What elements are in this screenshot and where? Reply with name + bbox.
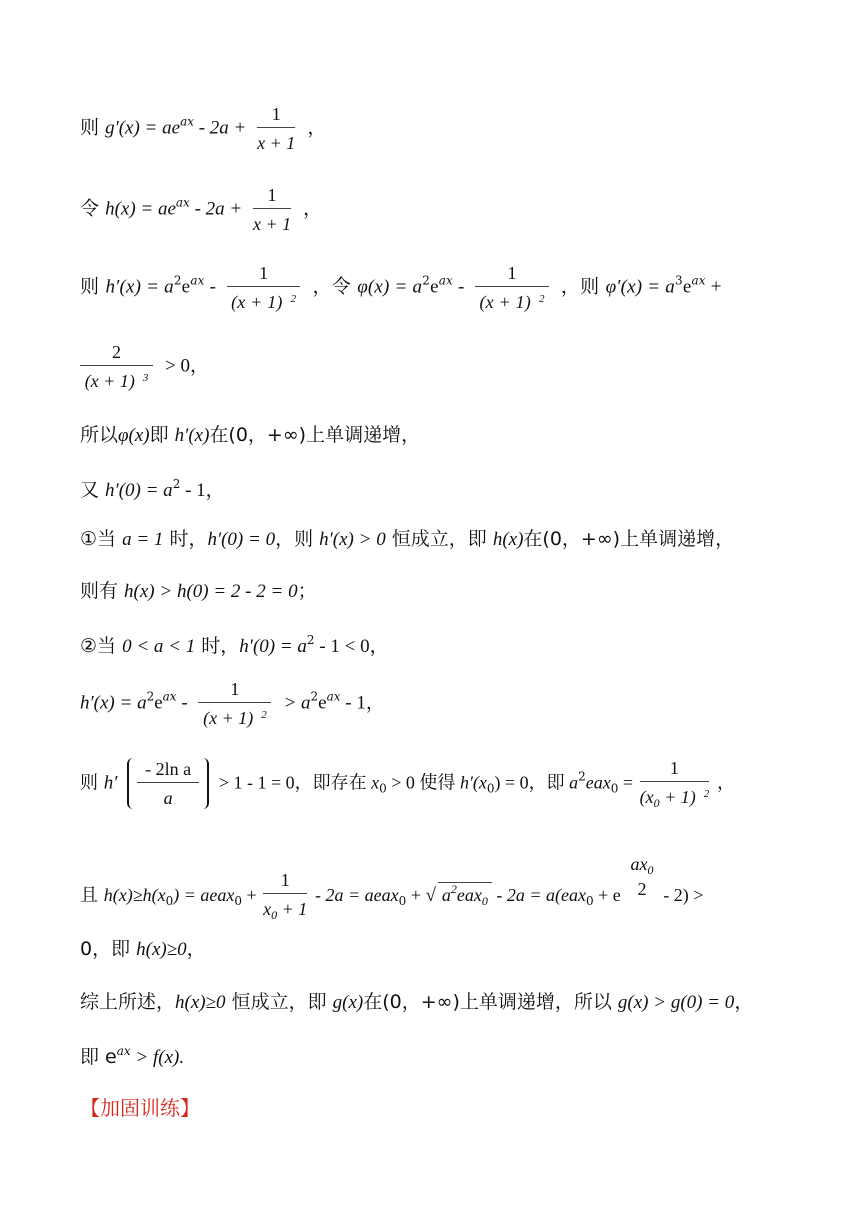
exponent: 2 <box>146 689 155 704</box>
denominator: (x + 1) $^2$ <box>231 292 297 312</box>
math-expr: h′(x) <box>174 425 210 446</box>
math-expr: a = 1 <box>122 529 164 550</box>
math-expr: h′ <box>103 772 118 794</box>
sqrt-sign: √ <box>425 885 436 906</box>
math-expr: h(x) <box>492 529 524 550</box>
exponent: 2 <box>306 633 315 647</box>
fraction <box>263 871 307 921</box>
exponent: ax <box>326 689 341 704</box>
math-expr: - 2) > <box>663 885 704 905</box>
text: 则 <box>80 275 100 298</box>
math-expr: h(x) > h(0) = 2 - 2 = 0 <box>124 581 298 602</box>
math-expr: e <box>181 276 191 298</box>
numerator: 1 <box>253 186 291 209</box>
math-expr: φ(x) <box>118 425 150 446</box>
math-expr: x <box>371 772 380 793</box>
fraction <box>80 343 153 390</box>
math-expr: h′(x) = a <box>80 692 147 714</box>
line-2 <box>80 186 800 233</box>
text: ，则 <box>275 528 320 550</box>
line-5 <box>80 426 800 445</box>
denominator: $x_0 + 1$ <box>263 899 308 922</box>
numerator: 1 <box>198 680 271 703</box>
denominator: a <box>163 788 173 808</box>
text: ①当 <box>80 528 123 550</box>
math-expr: eax <box>585 772 611 793</box>
math-expr: h(x) = ae <box>105 198 176 220</box>
exponent: ax <box>116 1044 131 1058</box>
text: 时， <box>195 635 240 657</box>
subscript: 0 <box>586 894 594 908</box>
text: ， <box>303 197 323 220</box>
numerator: 1 <box>227 264 300 287</box>
math-expr: - 2a = a(eax <box>491 885 586 905</box>
math-expr: + <box>241 885 262 905</box>
line-1 <box>80 105 800 152</box>
text: ， <box>369 635 389 657</box>
exponent: 2 <box>173 273 182 288</box>
paren-group <box>127 758 209 809</box>
text: 即 e <box>80 1046 117 1068</box>
exponent: ax <box>691 273 706 288</box>
fraction <box>253 186 291 233</box>
denominator: x + 1 <box>252 214 292 234</box>
fraction <box>198 680 271 727</box>
text: > 1 - 1 = 0，即存在 <box>218 772 372 793</box>
denominator: (x + 1) $^2$ <box>203 708 267 728</box>
denominator: $(x_0 + 1)$ $^2$ <box>639 786 710 810</box>
math-expr: + e <box>593 885 621 905</box>
line-3 <box>80 264 800 311</box>
math-expr: h′(0) = 0 <box>207 529 276 550</box>
math-expr: φ(x) = a <box>357 276 423 298</box>
line-15 <box>80 1045 800 1067</box>
denominator: (x + 1) $^2$ <box>479 292 545 312</box>
line-7 <box>80 530 800 549</box>
text: ， <box>716 772 735 794</box>
text: 令 <box>80 197 100 220</box>
line-10 <box>80 680 800 727</box>
math-expr: - <box>176 692 193 714</box>
math-expr: - <box>453 276 470 298</box>
text: 所以 <box>80 424 119 446</box>
line-9 <box>80 634 800 656</box>
math-expr: - 2a = aeax <box>315 885 399 905</box>
text: > 0 使得 <box>386 772 460 793</box>
text: 时， <box>163 528 208 550</box>
fraction <box>257 105 295 152</box>
fraction <box>640 759 710 809</box>
exponent: ax <box>438 273 454 288</box>
text: ， <box>186 938 206 960</box>
text: 恒成立，即 <box>385 528 493 550</box>
math-expr: > a <box>283 692 311 714</box>
math-expr: - <box>204 276 222 298</box>
numerator: 1 <box>263 871 307 894</box>
text: 又 <box>80 479 106 501</box>
text: 在(0，+∞)上单调递增，所以 <box>363 991 618 1013</box>
math-expr: a <box>569 772 579 793</box>
text: ； <box>297 580 317 602</box>
math-expr: - 2a + <box>189 198 247 220</box>
math-expr: h(x)≥0 <box>175 992 226 1013</box>
text: ， <box>734 991 754 1013</box>
exponent: ax <box>175 195 190 210</box>
exponent: 2 <box>422 273 431 288</box>
math-expr: e <box>682 276 692 298</box>
math-expr: h′(0) = a <box>239 636 307 657</box>
exponent: ax <box>162 689 177 704</box>
line-13 <box>80 940 800 959</box>
math-expr: h(x)≥0 <box>136 939 187 960</box>
subscript: 0 <box>398 894 407 908</box>
math-expr: - 2a + <box>193 117 252 139</box>
text: 恒成立，即 <box>225 991 333 1013</box>
math-expr: g′(x) = ae <box>105 117 181 139</box>
numerator: $ax_0$ <box>630 854 654 877</box>
math-expr: h′(x) = a <box>105 276 174 298</box>
numerator: 1 <box>640 759 710 782</box>
line-14 <box>80 993 800 1012</box>
denominator: (x + 1) $^3$ <box>84 371 149 391</box>
numerator: 2 <box>80 343 153 366</box>
fraction <box>227 264 300 311</box>
text: 0，即 <box>80 938 137 960</box>
line-12 <box>80 855 800 921</box>
numerator: - 2ln a <box>137 760 199 783</box>
fraction <box>629 855 656 898</box>
exponent: 3 <box>674 273 683 288</box>
math-expr: e <box>318 692 327 714</box>
text: 则 <box>80 772 104 794</box>
math-expr: ) = aeax <box>173 885 235 905</box>
numerator: 1 <box>257 105 295 128</box>
math-expr: e <box>430 276 439 298</box>
math-expr: φ′(x) = a <box>605 276 675 298</box>
text: 则 <box>80 116 100 139</box>
subscript: 0 <box>165 894 174 908</box>
text: 即 <box>149 424 175 446</box>
denominator: 2 <box>637 879 647 899</box>
line-4 <box>80 343 800 390</box>
math-expr: h′(x) > 0 <box>319 529 386 550</box>
subscript: 0 <box>610 781 619 796</box>
exponent: 2 <box>310 689 319 704</box>
math-expr: - 1， <box>340 692 385 714</box>
exponent: 2 <box>172 477 181 491</box>
math-expr: h(x)≥h(x <box>103 885 166 905</box>
subscript: 0 <box>379 781 387 796</box>
numerator: 1 <box>475 264 548 287</box>
text: ，则 <box>560 275 600 298</box>
text: ，令 <box>312 275 351 298</box>
math-expr: > 0， <box>165 355 210 377</box>
fraction <box>137 760 199 807</box>
sqrt-body: $a^2eax_0$ <box>438 882 492 907</box>
math-expr: = <box>618 772 638 793</box>
text: 且 <box>80 885 104 906</box>
exponent: 2 <box>578 769 586 784</box>
subscript: 0 <box>486 781 495 796</box>
text: 在(0，+∞)上单调递增， <box>523 528 735 550</box>
text: ) = 0，即 <box>494 772 570 793</box>
text: ②当 <box>80 635 123 657</box>
text: 综上所述， <box>80 991 176 1013</box>
exponent: ax <box>180 114 194 129</box>
math-expr: - 1 < 0 <box>314 636 370 657</box>
subscript: 0 <box>234 894 242 908</box>
math-expr: + <box>705 276 722 298</box>
exponent: ax <box>190 273 205 288</box>
text: 则有 <box>80 580 125 602</box>
math-expr: - 1， <box>180 480 225 501</box>
math-expr: + <box>406 885 426 905</box>
line-11 <box>80 758 800 809</box>
math-expr: g(x) > g(0) = 0 <box>617 992 735 1013</box>
line-8 <box>80 582 800 601</box>
math-expr: > f(x). <box>130 1047 185 1068</box>
math-expr: h′(x <box>459 772 487 793</box>
denominator: x + 1 <box>257 133 296 153</box>
text: 在(0，+∞)上单调递增， <box>209 424 421 446</box>
fraction <box>475 264 548 311</box>
math-expr: h′(0) = a <box>105 480 173 501</box>
math-expr: e <box>154 692 163 714</box>
line-6 <box>80 478 800 500</box>
math-expr: g(x) <box>332 992 364 1013</box>
section-heading: 【加固训练】 <box>80 1096 200 1120</box>
math-expr: 0 < a < 1 <box>122 636 196 657</box>
text: ， <box>307 116 327 139</box>
